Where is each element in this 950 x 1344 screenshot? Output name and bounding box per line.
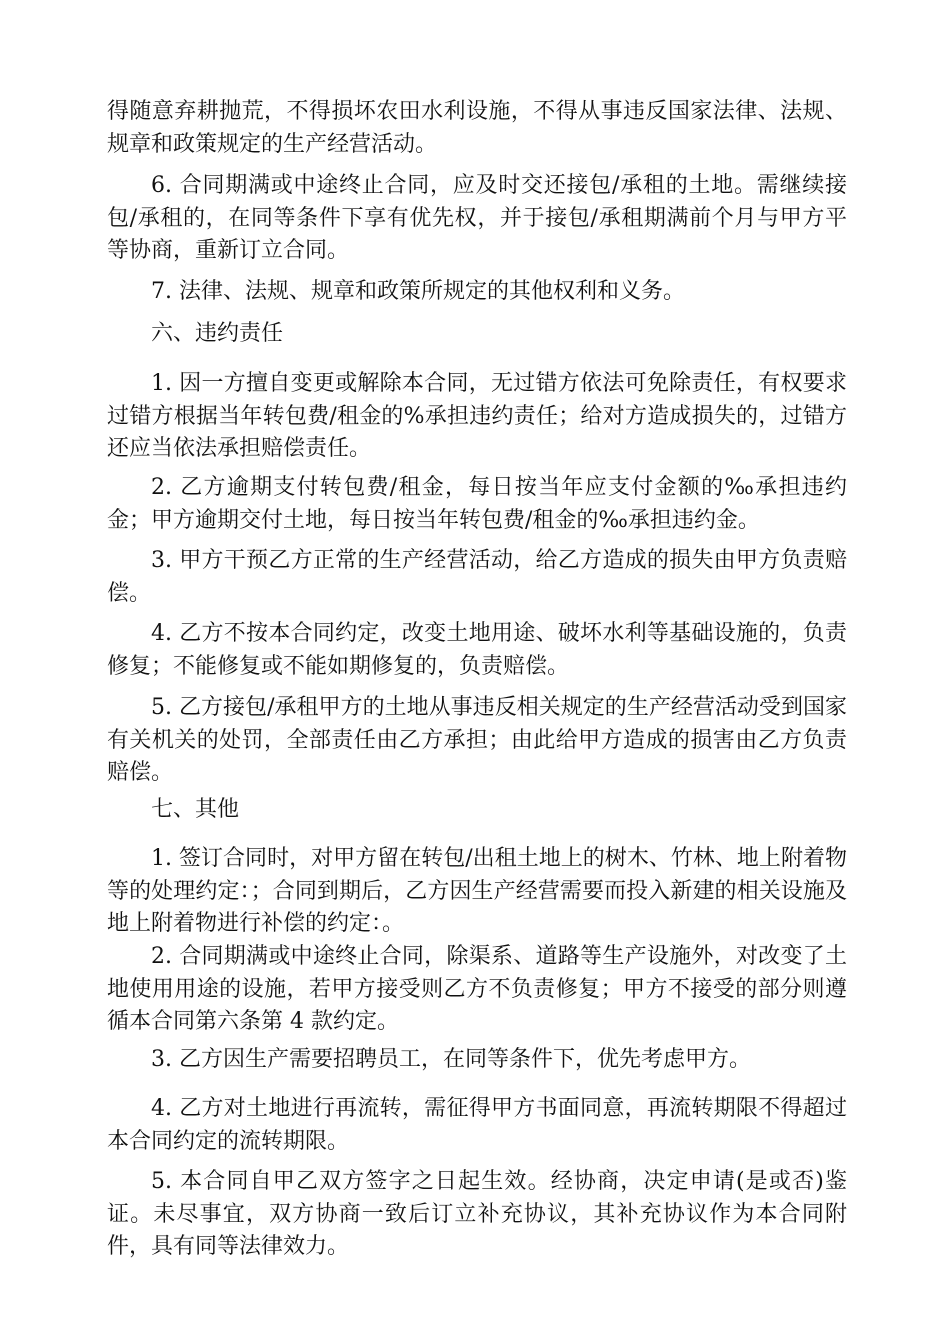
section-heading-breach-liability: 六、违约责任 [151, 321, 284, 346]
paragraph-clause-6: 6. 合同期满或中途终止合同，应及时交还接包/承租的土地。需继续接包/承租的，在同等条件下享有优先权，并于接包/承租期满前个月与甲方平等协商，重新订立合同。 [107, 173, 847, 263]
paragraph-other-4: 4. 乙方对土地进行再流转，需征得甲方书面同意，再流转期限不得超过本合同约定的流转期限。 [107, 1096, 847, 1154]
paragraph-breach-3: 3. 甲方干预乙方正常的生产经营活动，给乙方造成的损失由甲方负责赔偿。 [107, 548, 847, 606]
paragraph-breach-2: 2. 乙方逾期支付转包费/租金，每日按当年应支付金额的‰承担违约金；甲方逾期交付土地，每日按当年转包费/租金的‰承担违约金。 [107, 475, 847, 533]
paragraph-clause-7: 7. 法律、法规、规章和政策所规定的其他权利和义务。 [151, 279, 685, 304]
paragraph-other-3: 3. 乙方因生产需要招聘员工，在同等条件下，优先考虑甲方。 [151, 1047, 751, 1072]
paragraph-other-2: 2. 合同期满或中途终止合同，除渠系、道路等生产设施外，对改变了土地使用用途的设施，若甲方接受则乙方不负责修复；甲方不接受的部分则遵循本合同第六条第 4 款约定。 [107, 944, 847, 1034]
paragraph-other-1: 1. 签订合同时，对甲方留在转包/出租土地上的树木、竹林、地上附着物等的处理约定：；合同到期后，乙方因生产经营需要而投入新建的相关设施及地上附着物进行补偿的约定：。 [107, 846, 847, 936]
paragraph-breach-1: 1. 因一方擅自变更或解除本合同，无过错方依法可免除责任，有权要求过错方根据当年转包费/租金的%承担违约责任；给对方造成损失的，过错方还应当依法承担赔偿责任。 [107, 371, 847, 461]
paragraph-breach-5: 5. 乙方接包/承租甲方的土地从事违反相关规定的生产经营活动受到国家有关机关的处罚，全部责任由乙方承担；由此给甲方造成的损害由乙方负责赔偿。 [107, 695, 847, 785]
paragraph-continuation: 得随意弃耕抛荒，不得损坏农田水利设施，不得从事违反国家法律、法规、规章和政策规定的生产经营活动。 [107, 99, 847, 157]
paragraph-breach-4: 4. 乙方不按本合同约定，改变土地用途、破坏水利等基础设施的，负责修复；不能修复或不能如期修复的，负责赔偿。 [107, 621, 847, 679]
paragraph-other-5: 5. 本合同自甲乙双方签字之日起生效。经协商，决定申请(是或否)鉴证。未尽事宜，双方协商一致后订立补充协议，其补充协议作为本合同附件，具有同等法律效力。 [107, 1169, 847, 1259]
section-heading-other: 七、其他 [151, 797, 240, 822]
